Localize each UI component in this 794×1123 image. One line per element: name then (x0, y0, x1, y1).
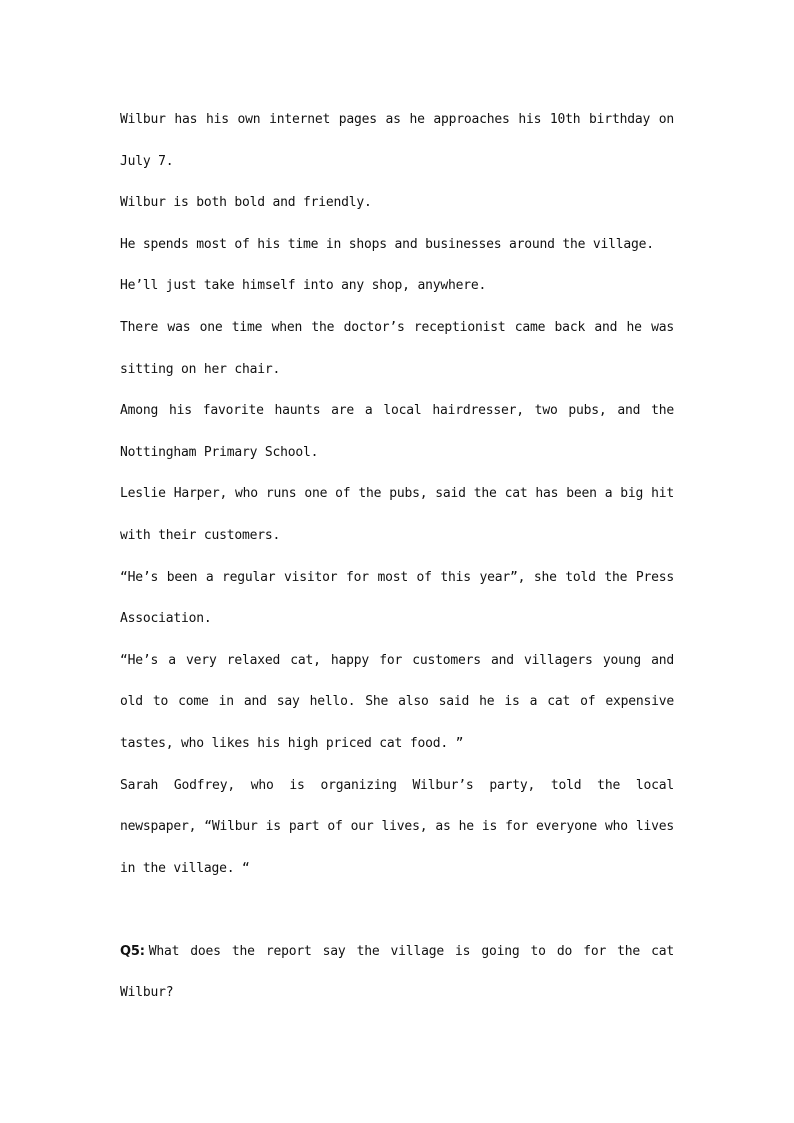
paragraph-line: with their customers. (120, 527, 281, 543)
paragraph-line: Association. (120, 611, 212, 627)
question-line (120, 938, 674, 980)
paragraph-line: Nottingham Primary School. (120, 444, 319, 460)
question-text: What does the report say the village is going to do for the cat (148, 943, 674, 959)
paragraph-line: There was one time when the doctor’s receptionist came back and he was (120, 319, 674, 335)
paragraph-line: newspaper, “Wilbur is part of our lives, as he is for everyone who lives (120, 819, 674, 835)
paragraph-line: sitting on her chair. (120, 361, 281, 377)
paragraph-line: He’ll just take himself into any shop, anywhere. (120, 278, 487, 294)
paragraph-line: in the village. “ (120, 860, 250, 876)
paragraph-line: “He’s been a regular visitor for most of this year”, she told the Press (120, 569, 674, 585)
paragraph-line: July 7. (120, 153, 174, 169)
paragraph-line: He spends most of his time in shops and businesses around the village. (120, 236, 654, 252)
paragraph-line: Among his favorite haunts are a local hairdresser, two pubs, and the (120, 403, 674, 419)
paragraph-line: Leslie Harper, who runs one of the pubs, said the cat has been a big hit (120, 486, 674, 502)
question-line-continued: Wilbur? (120, 985, 174, 1001)
paragraph-line: Wilbur has his own internet pages as he approaches his 10th birthday on (120, 112, 674, 127)
paragraph-line: tastes, who likes his high priced cat food. ” (120, 735, 464, 751)
paragraph-line: Sarah Godfrey, who is organizing Wilbur’s party, told the local (120, 777, 674, 793)
article-text (120, 106, 674, 1021)
section-gap (120, 896, 674, 938)
paragraph-line: “He’s a very relaxed cat, happy for customers and villagers young and (120, 652, 674, 668)
paragraph-line: Wilbur is both bold and friendly. (120, 195, 372, 211)
question-label: Q5: (120, 943, 145, 959)
paragraph-line: old to come in and say hello. She also said he is a cat of expensive (120, 694, 674, 710)
